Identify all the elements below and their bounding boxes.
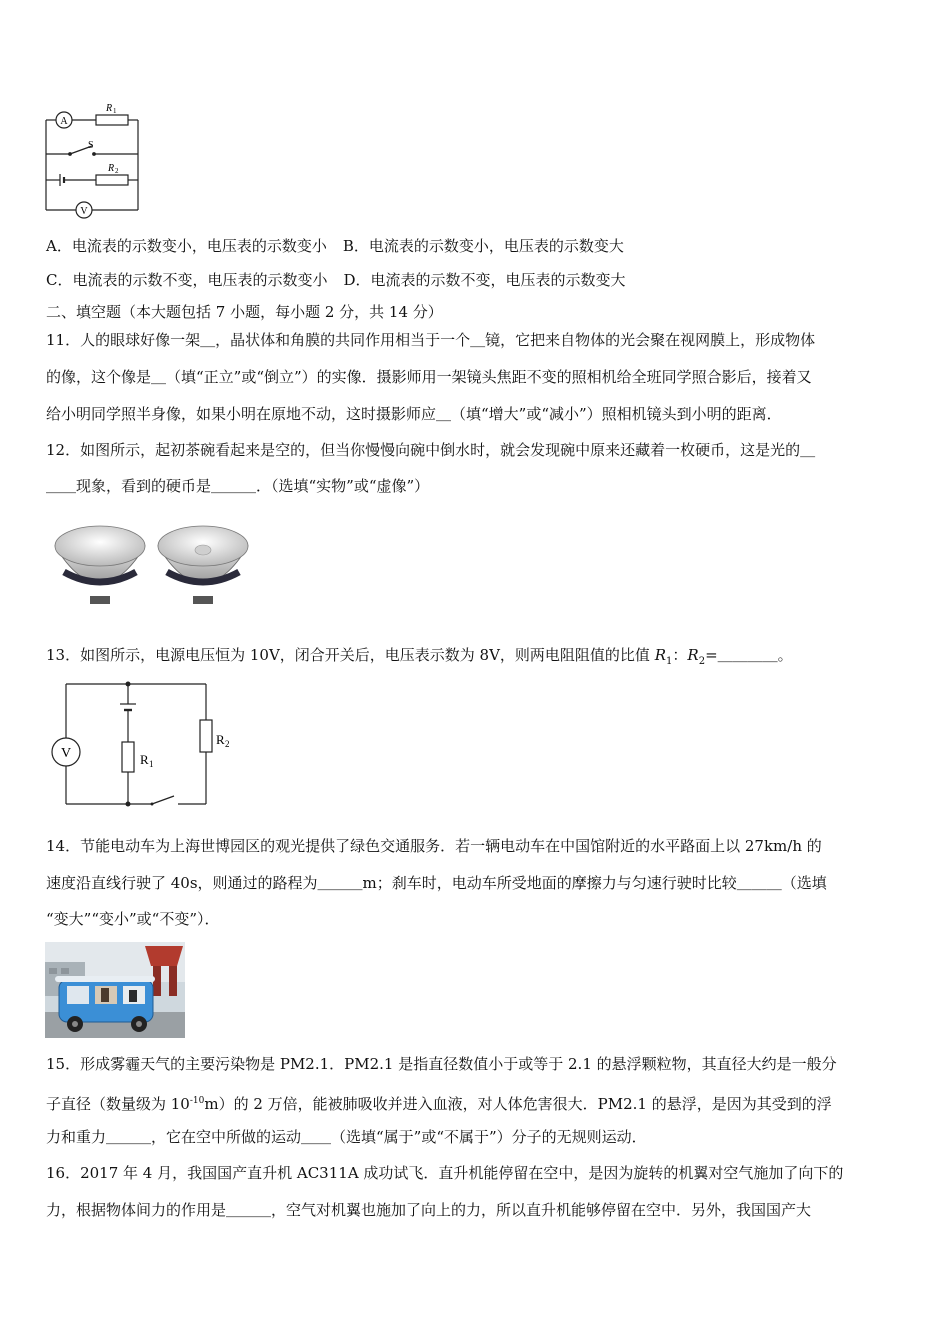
r2-label: R xyxy=(108,163,115,174)
exponent: -10 xyxy=(189,1096,205,1106)
q13-text: 13．如图所示，电源电压恒为 10V，闭合开关后，电压表示数为 8V，则两电阻阻值的比值 $R_1$：$R_2=\_\_\_\_$。 xyxy=(46,646,793,667)
q15-line2: 子直径（数量级为 $10^{-10}m$）的 2 万倍，能被肺吸收并进入血液，对人体危害很大．PM2.1 的悬浮，是因为其受到的浮 xyxy=(46,1095,832,1113)
q11-line2: 的像，这个像是＿（填“正立”或“倒立”）的实像．摄影师用一架镜头焦距不变的照相机给全班同学照合影后，接着又 xyxy=(46,368,812,386)
q14-line2: 速度沿直线行驶了 40s，则通过的路程为＿＿＿m；刹车时，电动车所受地面的摩擦力与匀速行驶时比较＿＿＿（选填 xyxy=(46,874,827,892)
tea-bowls-image xyxy=(50,520,255,610)
q10-options-row2 xyxy=(46,270,626,290)
q16-line2: 力，根据物体间力的作用是＿＿＿，空气对机翼也施加了向上的力，所以直升机能够停留在空中．另外，我国国产大 xyxy=(46,1201,812,1219)
option-c: C．电流表的示数不变，电压表的示数变小 xyxy=(46,271,328,289)
voltmeter-label: V xyxy=(60,746,72,761)
q14-line1: 14．节能电动车为上海世博园区的观光提供了绿色交通服务．若一辆电动车在中国馆附近的水平路面上以 27km/h 的 xyxy=(46,837,822,855)
r2-subscript: 2 xyxy=(115,167,119,175)
q10-circuit-diagram xyxy=(40,98,148,220)
bowl-with-water-coin xyxy=(158,526,248,604)
switch-label: S xyxy=(88,140,94,151)
r2-symbol: R xyxy=(687,646,699,664)
q12-line2: ＿＿现象，看到的硬币是＿＿＿．（选填“实物”或“虚像”） xyxy=(46,477,430,495)
r1-subscript: 1 xyxy=(666,656,673,667)
q12-line1: 12．如图所示，起初茶碗看起来是空的，但当你慢慢向碗中倒水时，就会发现碗中原来还藏着一枚硬币，这是光的＿ xyxy=(46,441,816,459)
q14-line3: “变大”“变小”或“不变”）． xyxy=(46,910,220,928)
r1-subscript: 1 xyxy=(149,759,154,769)
section-heading: 二、填空题（本大题包括 7 小题，每小题 2 分，共 14 分） xyxy=(46,303,443,321)
r2-label: R xyxy=(216,732,225,747)
option-b: B．电流表的示数变小，电压表的示数变大 xyxy=(342,237,624,255)
q11-line3: 给小明同学照半身像，如果小明在原地不动，这时摄影师应＿（填“增大”或“减小”）照相机镜头到小明的距离． xyxy=(46,405,782,423)
bowl-empty xyxy=(55,526,145,604)
electric-car-photo xyxy=(45,942,185,1038)
q16-line1: 16．2017 年 4 月，我国国产直升机 AC311A 成功试飞．直升机能停留在空中，是因为旋转的机翼对空气施加了向下的 xyxy=(46,1164,844,1182)
voltmeter-label: V xyxy=(80,206,88,217)
r2-subscript: 2 xyxy=(225,739,230,749)
r1-label: R xyxy=(140,752,149,767)
q15-line1: 15．形成雾霾天气的主要污染物是 PM2.1．PM2.1 是指直径数值小于或等于 2.1 的悬浮颗粒物，其直径大约是一般分 xyxy=(46,1055,837,1073)
r2-subscript: 2 xyxy=(698,656,706,667)
option-d: D．电流表的示数不变，电压表的示数变大 xyxy=(343,271,626,289)
r1-label: R xyxy=(106,103,113,114)
option-a: A．电流表的示数变小，电压表的示数变小 xyxy=(46,237,327,255)
r1-subscript: 1 xyxy=(113,107,117,115)
q10-options-row1 xyxy=(46,236,624,256)
q15-line3: 力和重力＿＿＿，它在空中所做的运动＿＿（选填“属于”或“不属于”）分子的无规则运动． xyxy=(46,1128,647,1146)
q11-line1: 11．人的眼球好像一架＿，晶状体和角膜的共同作用相当于一个＿镜，它把来自物体的光会聚在视网膜上，形成物体 xyxy=(46,331,816,349)
ammeter-label: A xyxy=(60,116,68,127)
q13-circuit-diagram xyxy=(44,676,244,810)
r1-symbol: R xyxy=(654,646,666,664)
